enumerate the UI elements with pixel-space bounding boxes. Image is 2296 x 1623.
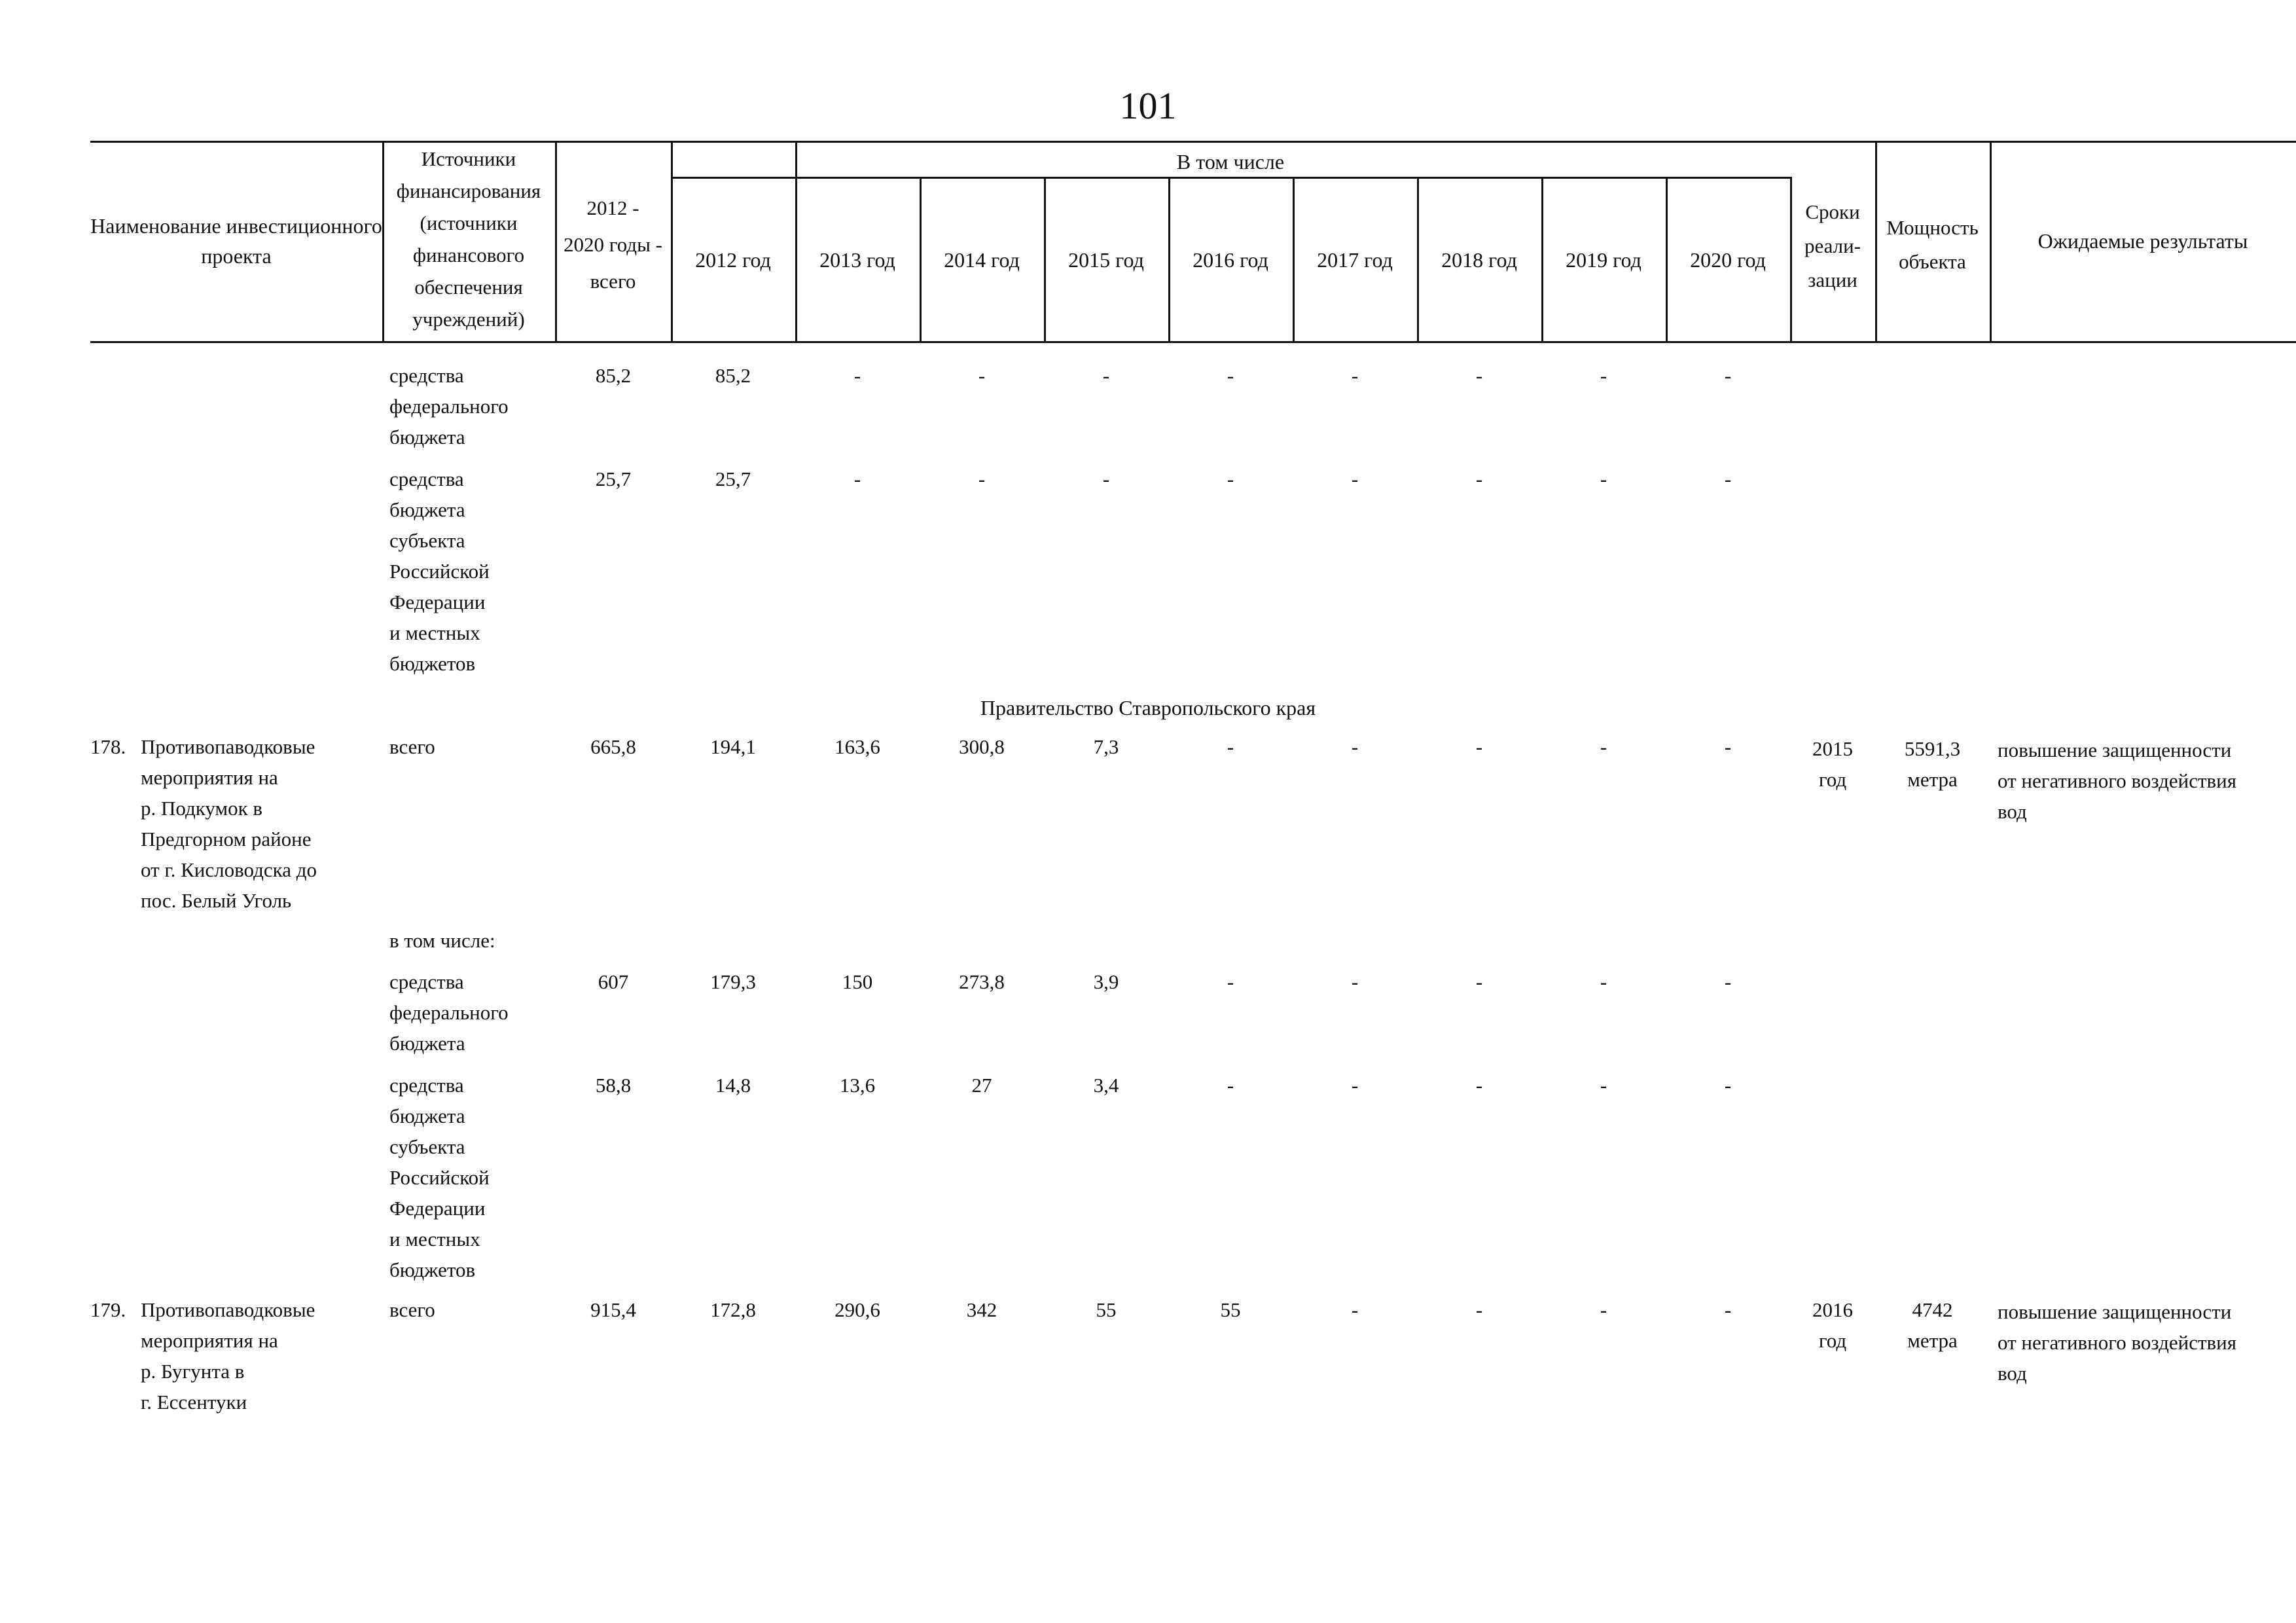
project178-reg-year-2015: 3,4 [1093, 1074, 1119, 1097]
project178-all-year-2016: - [1227, 735, 1234, 758]
project178-name-line: Противопаводковые [141, 735, 315, 758]
project178-capacity-line: 5591,3 [1904, 737, 1961, 760]
project178-name-line: мероприятия на [141, 766, 278, 789]
top-fed-year-2017: - [1351, 364, 1359, 387]
project178-fed-year-2012: 179,3 [710, 970, 756, 993]
project178-fed-source [389, 966, 547, 1059]
project178-fed-year-2016: - [1227, 970, 1234, 993]
project178-fed-year-2018: - [1475, 970, 1483, 993]
header-term-line: реали- [1804, 234, 1861, 257]
project178-all-year-2014: 300,8 [959, 735, 1005, 758]
project179-all-year-2017: - [1351, 1298, 1359, 1321]
project178-reg-source-line: бюджета [389, 1104, 465, 1127]
top-reg-source-line: субъекта [389, 529, 465, 552]
top-reg-year-2017: - [1351, 467, 1359, 490]
top-fed-year-2020: - [1724, 364, 1732, 387]
project178-reg-year-2016: - [1227, 1074, 1234, 1097]
project178-reg-year-2014: 27 [971, 1074, 992, 1097]
project178-fed-source-line: федерального [389, 1001, 509, 1024]
top-reg-source-line: бюджета [389, 498, 465, 521]
header-capacity [1875, 211, 1990, 279]
project179-result-line: вод [1998, 1362, 2027, 1385]
page-number: 101 [1119, 84, 1177, 127]
header-sources [382, 143, 555, 335]
header-term-line: Сроки [1805, 200, 1860, 223]
project179-all-year-2014: 342 [966, 1298, 997, 1321]
header-total [555, 190, 671, 300]
project179-term-line: год [1818, 1329, 1847, 1352]
top-reg-source-line: бюджетов [389, 652, 476, 675]
top-reg-year-2015: - [1102, 467, 1110, 490]
project178-all-year-2020: - [1724, 735, 1732, 758]
header-year-2017: 2017 год [1317, 248, 1393, 272]
project178-fed-total: 607 [598, 970, 629, 993]
header-project-name: Наименование инвестиционного проекта [90, 214, 382, 268]
header-sources-line: Источники [421, 147, 516, 170]
project178-fed-year-2013: 150 [842, 970, 873, 993]
project178-all-year-2019: - [1600, 735, 1607, 758]
top-reg-year-2018: - [1475, 467, 1483, 490]
top-fed-source [389, 360, 547, 452]
header-sources-line: обеспечения [414, 276, 523, 299]
project179-number: 179. [90, 1298, 126, 1321]
project178-result [1998, 735, 2296, 827]
project178-term-line: год [1818, 768, 1847, 791]
project178-name-line: р. Подкумок в [141, 797, 263, 820]
section-title: Правительство Ставропольского края [980, 696, 1316, 720]
project178-all-year-2013: 163,6 [834, 735, 880, 758]
project178-fed-year-2020: - [1724, 970, 1732, 993]
project178-name-line: от г. Кисловодска до [141, 858, 317, 881]
project178-capacity [1875, 733, 1990, 795]
project178-fed-source-line: бюджета [389, 1032, 465, 1055]
header-total-line: всего [590, 270, 636, 293]
project179-all-year-2016: 55 [1220, 1298, 1241, 1321]
project179-capacity [1875, 1294, 1990, 1356]
top-reg-year-2013: - [853, 467, 861, 490]
project178-fed-year-2014: 273,8 [959, 970, 1005, 993]
top-reg-source [389, 464, 547, 679]
project178-reg-total: 58,8 [595, 1074, 632, 1097]
header-year-2016: 2016 год [1193, 248, 1268, 272]
project179-all-year-2018: - [1475, 1298, 1483, 1321]
header-term [1790, 195, 1875, 297]
project179-term-line: 2016 [1812, 1298, 1853, 1321]
top-fed-year-2014: - [978, 364, 986, 387]
top-reg-year-2020: - [1724, 467, 1732, 490]
project178-reg-source-line: Российской [389, 1166, 490, 1189]
project178-reg-year-2019: - [1600, 1074, 1607, 1097]
header-year-2012: 2012 год [695, 248, 771, 272]
project179-all-year-2012: 172,8 [710, 1298, 756, 1321]
header-including: В том числе [1176, 150, 1285, 173]
project178-all-year-2018: - [1475, 735, 1483, 758]
top-reg-year-2019: - [1600, 467, 1607, 490]
header-year-2019: 2019 год [1566, 248, 1641, 272]
project179-term [1790, 1294, 1875, 1356]
project179-capacity-line: метра [1907, 1329, 1958, 1352]
top-reg-source-line: Российской [389, 560, 490, 583]
project178-name [141, 731, 383, 916]
top-fed-source-line: средства [389, 364, 464, 387]
project178-name-line: Предгорном районе [141, 828, 312, 850]
project178-result-line: вод [1998, 800, 2027, 823]
top-reg-source-line: и местных [389, 621, 480, 644]
header-year-2018: 2018 год [1441, 248, 1517, 272]
header-sources-line: (источники [420, 211, 518, 234]
top-fed-source-line: бюджета [389, 426, 465, 448]
project179-source: всего [389, 1298, 435, 1321]
top-reg-year-2012: 25,7 [715, 467, 751, 490]
header-capacity-line: объекта [1899, 250, 1966, 273]
project178-reg-source-line: Федерации [389, 1197, 486, 1220]
header-sources-line: учреждений) [412, 308, 525, 331]
top-fed-year-2013: - [853, 364, 861, 387]
header-year-2014: 2014 год [944, 248, 1020, 272]
project179-name-line: р. Бугунта в [141, 1360, 245, 1383]
project179-name [141, 1294, 383, 1417]
project179-all-year-2020: - [1724, 1298, 1732, 1321]
project178-fed-source-line: средства [389, 970, 464, 993]
project178-capacity-line: метра [1907, 768, 1958, 791]
header-total-line: 2012 - [586, 196, 639, 219]
top-fed-year-2015: - [1102, 364, 1110, 387]
header-total-line: 2020 годы - [564, 233, 662, 256]
header-sources-line: финансового [412, 244, 525, 266]
project179-result [1998, 1296, 2296, 1389]
header-sources-line: финансирования [396, 179, 541, 202]
project178-including: в том числе: [389, 929, 495, 952]
project178-fed-year-2019: - [1600, 970, 1607, 993]
top-reg-year-2014: - [978, 467, 986, 490]
top-reg-source-line: средства [389, 467, 464, 490]
project178-term-line: 2015 [1812, 737, 1853, 760]
header-capacity-line: Мощность [1886, 216, 1979, 239]
project178-result-line: повышение защищенности [1998, 739, 2232, 761]
top-fed-year-2016: - [1227, 364, 1234, 387]
project179-all-year-2015: 55 [1096, 1298, 1117, 1321]
project178-reg-source-line: средства [389, 1074, 464, 1097]
top-reg-source-line: Федерации [389, 591, 486, 613]
header-year-2013: 2013 год [819, 248, 895, 272]
project178-reg-year-2012: 14,8 [715, 1074, 751, 1097]
project179-all-year-2013: 290,6 [834, 1298, 880, 1321]
top-fed-total: 85,2 [595, 364, 632, 387]
top-fed-year-2019: - [1600, 364, 1607, 387]
project178-all-year-2015: 7,3 [1093, 735, 1119, 758]
project179-name-line: г. Ессентуки [141, 1391, 247, 1413]
project178-reg-year-2017: - [1351, 1074, 1359, 1097]
project179-name-line: Противопаводковые [141, 1298, 315, 1321]
project178-reg-source-line: бюджетов [389, 1258, 476, 1281]
project178-all-year-2017: - [1351, 735, 1359, 758]
project178-name-line: пос. Белый Уголь [141, 889, 292, 912]
top-reg-year-2016: - [1227, 467, 1234, 490]
project178-fed-year-2017: - [1351, 970, 1359, 993]
header-year-2015: 2015 год [1068, 248, 1144, 272]
project178-source: всего [389, 735, 435, 758]
project178-reg-year-2018: - [1475, 1074, 1483, 1097]
project178-reg-source-line: субъекта [389, 1135, 465, 1158]
project178-fed-year-2015: 3,9 [1093, 970, 1119, 993]
header-bottom-rule [90, 341, 2296, 343]
top-fed-year-2012: 85,2 [715, 364, 751, 387]
top-fed-source-line: федерального [389, 395, 509, 418]
project179-name-line: мероприятия на [141, 1329, 278, 1352]
header-results: Ожидаемые результаты [2037, 229, 2248, 253]
header-year-2020: 2020 год [1690, 248, 1766, 272]
project179-capacity-line: 4742 [1912, 1298, 1953, 1321]
header-term-line: зации [1808, 268, 1857, 291]
project178-term [1790, 733, 1875, 795]
top-reg-total: 25,7 [595, 467, 632, 490]
project179-all-year-2019: - [1600, 1298, 1607, 1321]
project178-reg-year-2013: 13,6 [839, 1074, 876, 1097]
project178-all-year-2012: 194,1 [710, 735, 756, 758]
project178-reg-year-2020: - [1724, 1074, 1732, 1097]
project178-number: 178. [90, 735, 126, 758]
project179-result-line: повышение защищенности [1998, 1300, 2232, 1323]
project179-all-total: 915,4 [590, 1298, 636, 1321]
project179-result-line: от негативного воздействия [1998, 1331, 2236, 1354]
project178-result-line: от негативного воздействия [1998, 769, 2236, 792]
project178-reg-source [389, 1070, 547, 1285]
project178-all-total: 665,8 [590, 735, 636, 758]
project178-reg-source-line: и местных [389, 1228, 480, 1250]
top-fed-year-2018: - [1475, 364, 1483, 387]
